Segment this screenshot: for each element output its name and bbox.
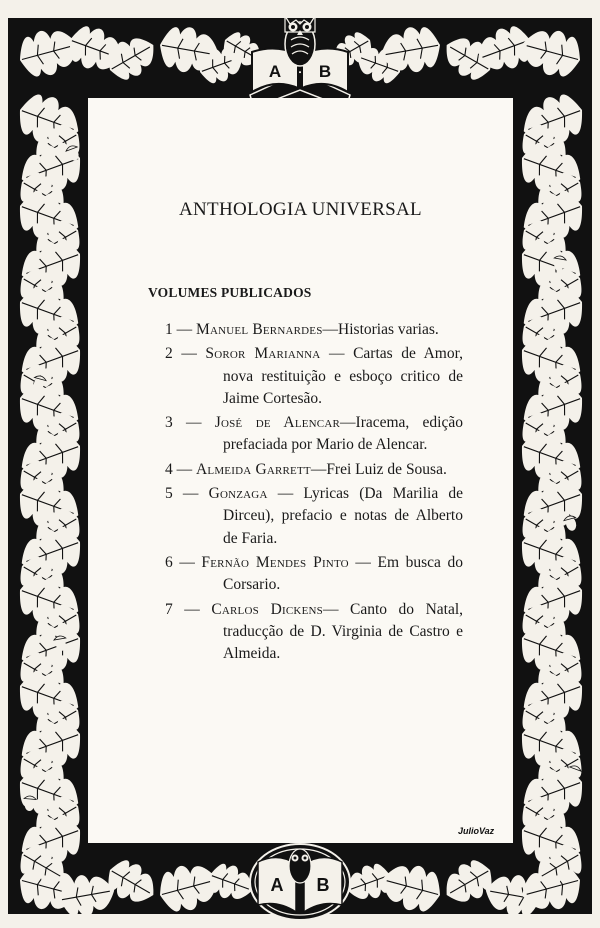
separator: — xyxy=(172,345,206,363)
list-item xyxy=(165,459,463,481)
separator: — xyxy=(172,485,209,503)
separator: — xyxy=(348,553,378,571)
emblem-letter-a: A xyxy=(268,62,282,81)
volume-number: 3 xyxy=(165,414,173,432)
volume-title: Iracema, edição prefaciada por Mario de Alencar. xyxy=(223,414,463,454)
list-item xyxy=(165,343,463,410)
volume-number: 5 xyxy=(165,485,173,503)
separator: — xyxy=(320,345,354,363)
separator: — xyxy=(172,321,196,338)
artist-signature: JulioVaz xyxy=(458,826,495,836)
volume-title: Canto do Natal, traducção de D. Virginia de Castro e Almeida. xyxy=(223,600,464,663)
emblem-letter-b: B xyxy=(318,62,332,81)
separator: — xyxy=(172,414,215,432)
volume-title: Frei Luiz de Sousa. xyxy=(326,460,447,478)
separator: — xyxy=(172,460,196,478)
volume-author: Fernão Mendes Pinto xyxy=(201,553,349,571)
volume-title: Historias varias. xyxy=(338,321,439,338)
list-item xyxy=(165,552,463,597)
separator: — xyxy=(172,600,212,618)
separator: — xyxy=(322,321,339,338)
list-item xyxy=(165,483,463,550)
list-item xyxy=(165,319,463,341)
volume-number: 6 xyxy=(165,553,173,571)
volume-author: José de Alencar xyxy=(214,414,341,432)
volume-list xyxy=(165,319,463,667)
volume-author: Manuel Bernardes xyxy=(196,321,323,338)
volume-author: Gonzaga xyxy=(208,485,268,503)
page-title: ANTHOLOGIA UNIVERSAL xyxy=(179,199,422,220)
separator: — xyxy=(310,460,327,478)
volume-number: 2 xyxy=(165,345,173,363)
volume-number: 1 xyxy=(165,321,173,338)
volume-title: Em busca do Corsario. xyxy=(223,553,463,594)
separator: — xyxy=(340,414,356,432)
volume-number: 7 xyxy=(165,600,173,618)
volume-number: 4 xyxy=(165,460,173,478)
separator: — xyxy=(267,485,304,503)
list-item xyxy=(165,599,463,666)
volume-title: Cartas de Amor, nova restituição e esboço critico de Jaime Cortesão. xyxy=(223,345,464,407)
emblem-letter-a-bottom: A xyxy=(270,875,284,895)
section-subtitle: VOLUMES PUBLICADOS xyxy=(148,285,312,300)
list-item xyxy=(165,412,463,457)
owl-book-emblem-bottom xyxy=(250,844,350,920)
emblem-letter-b-bottom: B xyxy=(316,875,330,895)
volume-title: Lyricas (Da Marilia de Dirceu), prefacio e notas de Alberto de Faria. xyxy=(223,485,463,547)
volume-author: Soror Marianna xyxy=(205,345,321,363)
volume-author: Almeida Garrett xyxy=(196,460,311,478)
volume-author: Carlos Dickens xyxy=(211,600,323,618)
separator: — xyxy=(172,553,202,571)
separator: — xyxy=(322,600,350,618)
